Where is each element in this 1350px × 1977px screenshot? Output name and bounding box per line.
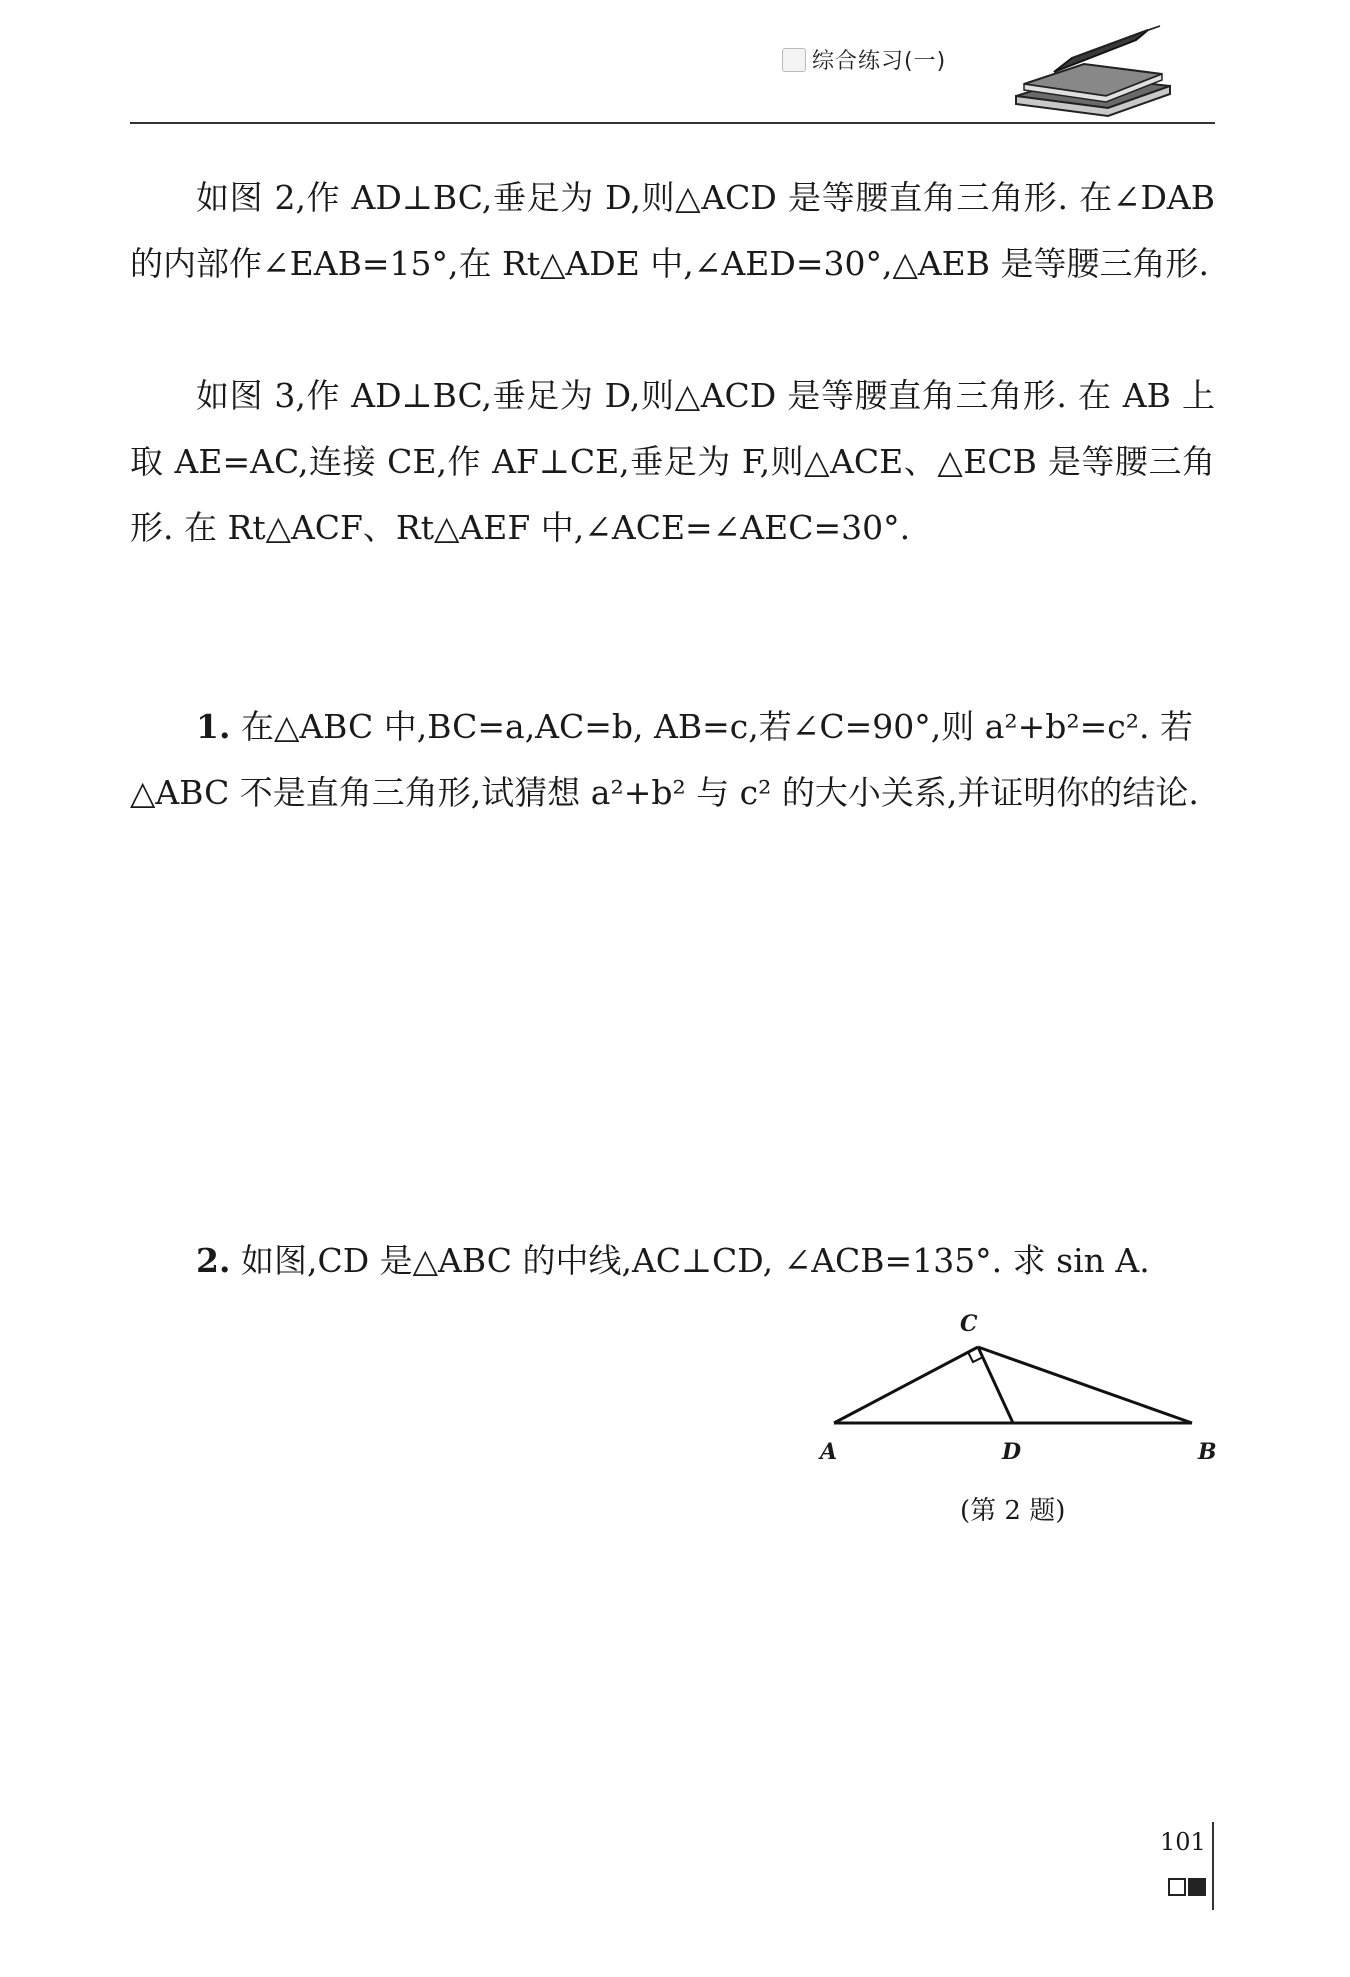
page-number-rule [1212,1822,1214,1910]
solution-paragraph-figure-3: 如图 3,作 AD⊥BC,垂足为 D,则△ACD 是等腰直角三角形. 在 AB 上取 AE=AC,连接 CE,作 AF⊥CE,垂足为 F,则△ACE、△ECB 是等腰三角形. 在 Rt△ACF、Rt△AEF 中,∠ACE=∠AEC=30°. [130,376,1215,547]
solution-paragraph-figure-2: 如图 2,作 AD⊥BC,垂足为 D,则△ACD 是等腰直角三角形. 在∠DAB 的内部作∠EAB=15°,在 Rt△ADE 中,∠AED=30°,△AEB 是等腰三角形. [130,178,1215,283]
problem-2-text: 如图,CD 是△ABC 的中线,AC⊥CD, ∠ACB=135°. 求 sin A. [240,1241,1150,1280]
label-d: D [1002,1439,1022,1465]
hollow-square-icon [1168,1878,1186,1896]
book-stack-icon [988,0,1198,122]
section-icon [782,48,806,72]
segment-cb [978,1347,1192,1423]
figure-caption: (第 2 题) [960,1496,1066,1526]
problem-1 [130,694,1215,826]
problem-1-text: 在△ABC 中,BC=a,AC=b, AB=c,若∠C=90°,则 a²+b²=c². 若△ABC 不是直角三角形,试猜想 a²+b² 与 c² 的大小关系,并证明你的结论. [130,707,1199,812]
label-b: B [1198,1439,1217,1465]
solid-square-icon [1188,1878,1206,1896]
problem-2-number: 2. [196,1241,231,1280]
segment-ac [834,1347,978,1423]
problem-2 [130,1228,1215,1294]
label-c: C [960,1311,978,1337]
chapter-title: 综合练习(一) [812,49,947,74]
problem-1-number: 1. [196,707,231,746]
label-a: A [820,1439,838,1465]
page-number: 101 [1160,1828,1206,1856]
triangle-figure [810,1311,1230,1479]
